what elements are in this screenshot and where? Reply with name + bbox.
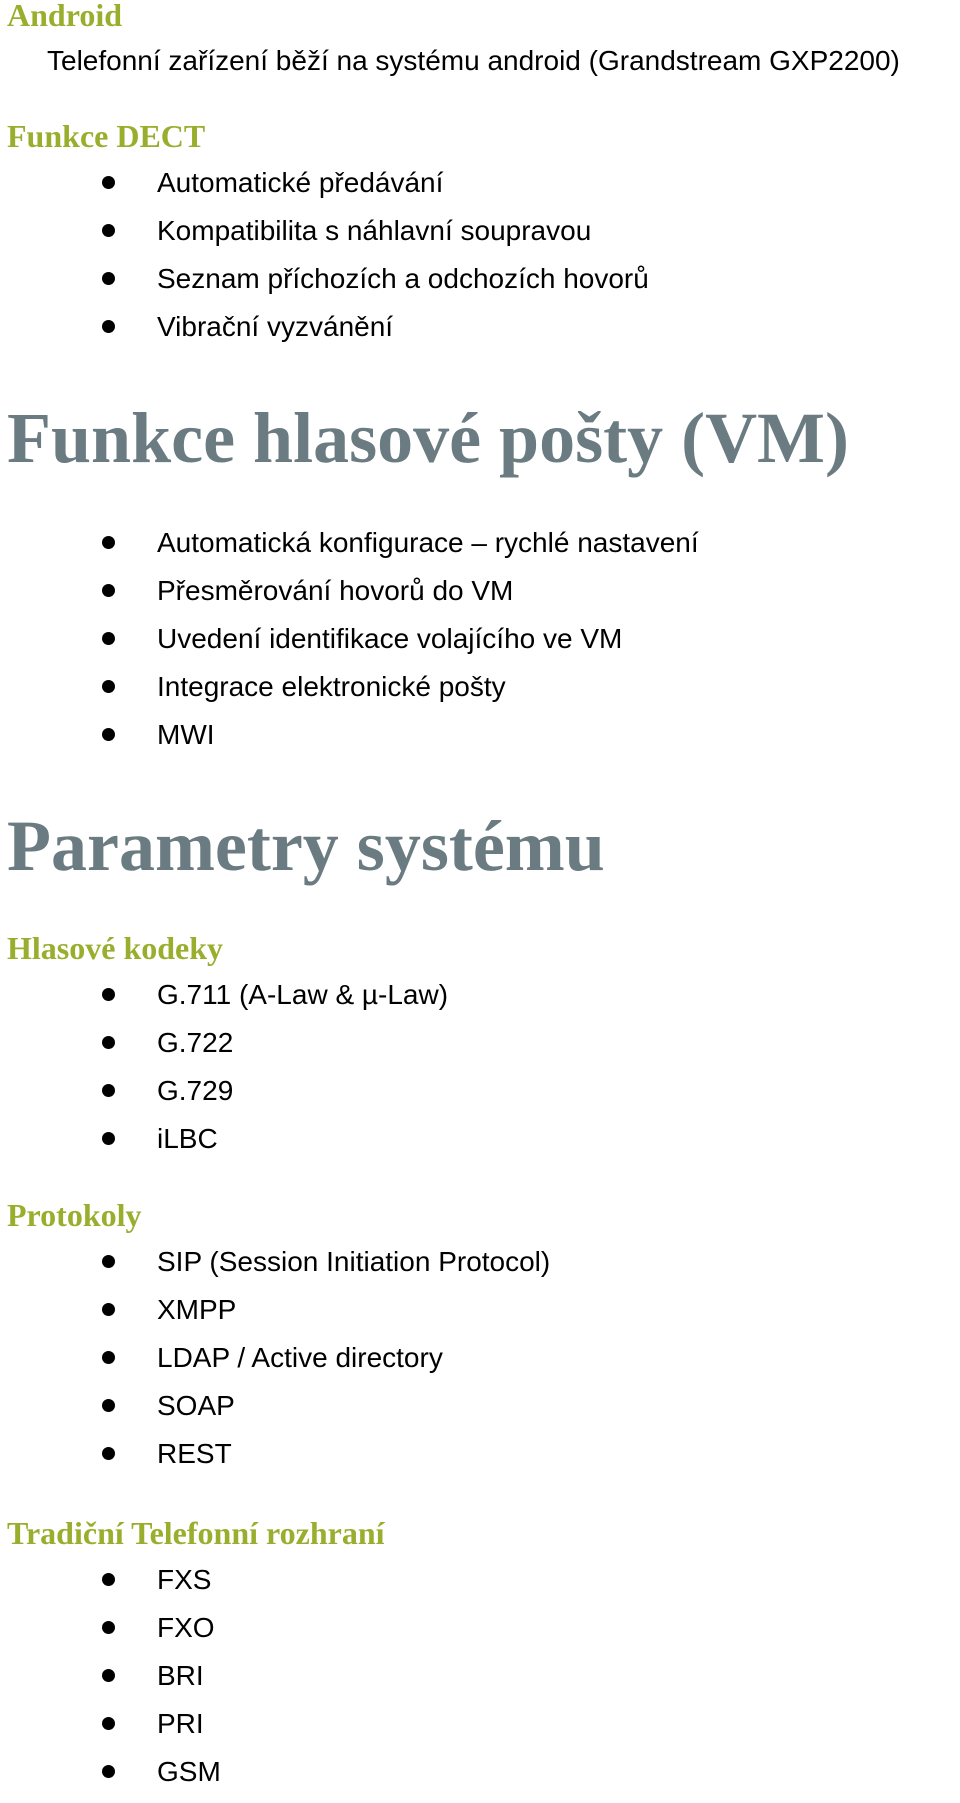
bullet-icon	[102, 1084, 115, 1097]
bullet-icon	[102, 1399, 115, 1412]
bullet-icon	[102, 320, 115, 333]
list-item-text: FXO	[157, 1612, 215, 1643]
list-item-text: Seznam příchozích a odchozích hovorů	[157, 263, 649, 294]
heading-voicemail: Funkce hlasové pošty (VM)	[7, 398, 849, 478]
bullet-icon	[102, 584, 115, 597]
list-item-text: SOAP	[157, 1390, 235, 1421]
list-item-text: G.711 (A-Law & µ-Law)	[157, 979, 449, 1010]
bullet-icon	[102, 728, 115, 741]
bullet-icon	[102, 536, 115, 549]
bullet-icon	[102, 1717, 115, 1730]
android-description: Telefonní zařízení běží na systému android (Grandstream GXP2200)	[47, 45, 900, 76]
list-item-text: Automatická konfigurace – rychlé nastavení	[157, 527, 699, 558]
list-item-text: PRI	[157, 1708, 204, 1739]
list-item-text: REST	[157, 1438, 232, 1469]
heading-protocols: Protokoly	[7, 1197, 142, 1233]
heading-traditional-interfaces: Tradiční Telefonní rozhraní	[7, 1515, 385, 1551]
bullet-icon	[102, 1255, 115, 1268]
heading-system-parameters: Parametry systému	[7, 806, 605, 886]
bullet-icon	[102, 272, 115, 285]
list-item-text: G.729	[157, 1075, 234, 1106]
list-item-text: FXS	[157, 1564, 212, 1595]
bullet-icon	[102, 680, 115, 693]
list-item-text: BRI	[157, 1660, 204, 1691]
bullet-icon	[102, 1573, 115, 1586]
bullet-icon	[102, 224, 115, 237]
list-item-text: Přesměrování hovorů do VM	[157, 575, 514, 606]
heading-android: Android	[7, 0, 123, 33]
list-item-text: Vibrační vyzvánění	[157, 311, 394, 342]
bullet-icon	[102, 1132, 115, 1145]
list-item-text: LDAP / Active directory	[157, 1342, 443, 1373]
bullet-icon	[102, 1621, 115, 1634]
bullet-icon	[102, 988, 115, 1001]
bullet-icon	[102, 176, 115, 189]
list-item-text: XMPP	[157, 1294, 237, 1325]
list-item-text: Automatické předávání	[157, 167, 444, 198]
list-item-text: Integrace elektronické pošty	[157, 671, 506, 702]
bullet-icon	[102, 1351, 115, 1364]
heading-codecs: Hlasové kodeky	[7, 930, 224, 966]
list-item-text: Kompatibilita s náhlavní soupravou	[157, 215, 592, 246]
bullet-icon	[102, 1669, 115, 1682]
list-item-text: SIP (Session Initiation Protocol)	[157, 1246, 551, 1277]
list-item-text: MWI	[157, 719, 215, 750]
heading-dect: Funkce DECT	[7, 118, 206, 154]
list-item-text: iLBC	[157, 1123, 218, 1154]
bullet-icon	[102, 1303, 115, 1316]
bullet-icon	[102, 632, 115, 645]
bullet-icon	[102, 1036, 115, 1049]
list-item-text: G.722	[157, 1027, 234, 1058]
list-item-text: Uvedení identifikace volajícího ve VM	[157, 623, 623, 654]
bullet-icon	[102, 1765, 115, 1778]
list-item-text: GSM	[157, 1756, 221, 1787]
bullet-icon	[102, 1447, 115, 1460]
